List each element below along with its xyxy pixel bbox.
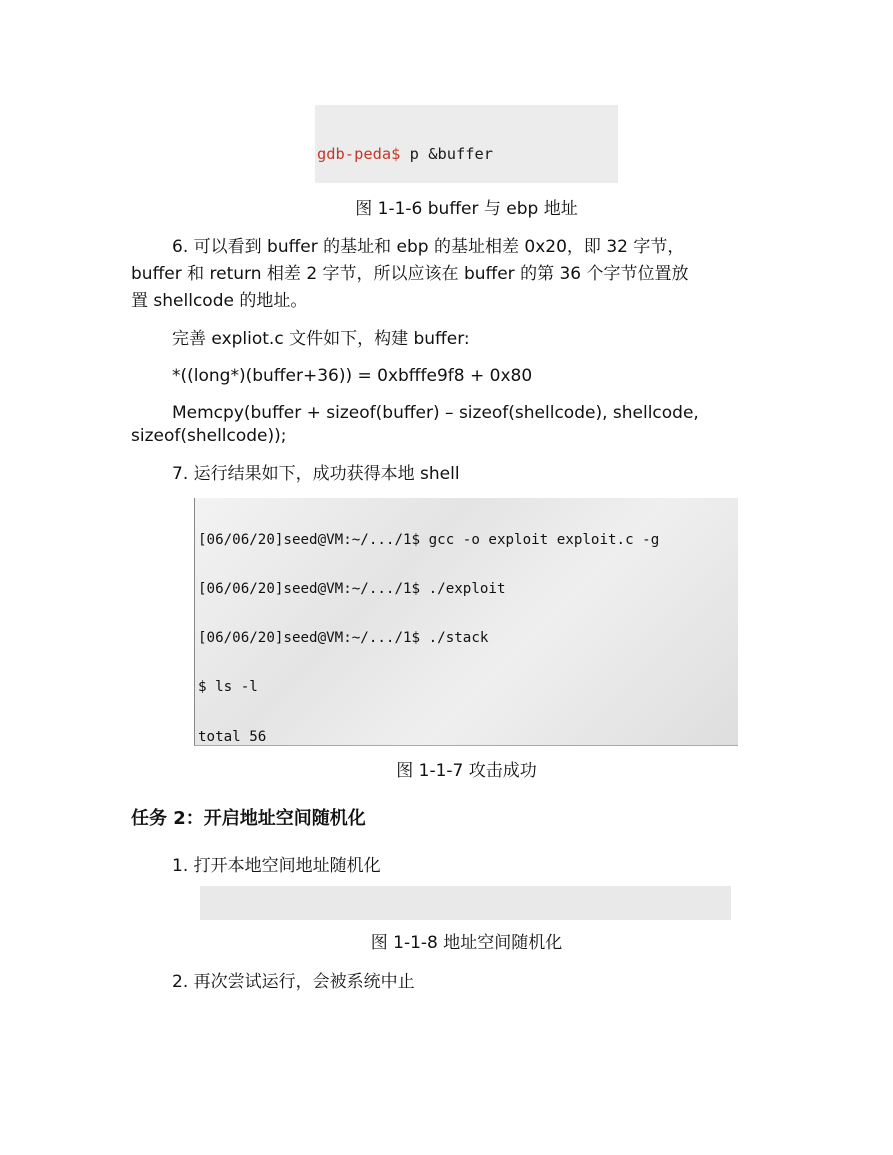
improve-text: 完善 expliot.c 文件如下，构建 buffer: [172,329,470,349]
step2-text: 2. 再次尝试运行，会被系统中止 [172,972,415,992]
step6-line2: buffer 和 return 相差 2 字节，所以应该在 buffer 的第 36 个字节位置放 [131,264,689,284]
gdb-line [317,145,618,164]
step1-text: 1. 打开本地空间地址随机化 [172,856,381,876]
code-line-2b: sizeof(shellcode)); [131,426,287,446]
figure-caption-1-1-7: 图 1-1-7 攻击成功 [396,761,537,781]
terminal-line: [06/06/20]seed@VM:~/.../1$ ./stack [198,630,489,647]
step6-line1: 6. 可以看到 buffer 的基址和 ebp 的基址相差 0x20，即 32 字节， [172,237,685,257]
task2-heading: 任务 2：开启地址空间随机化 [131,808,366,829]
gdb-screenshot [315,105,618,183]
figure-caption-1-1-8: 图 1-1-8 地址空间随机化 [370,933,563,953]
code-line-2a: Memcpy(buffer + sizeof(buffer) – sizeof(shellcode), shellcode, [172,403,699,423]
terminal-line: $ ls -l [198,679,258,696]
figure-caption-1-1-6: 图 1-1-6 buffer 与 ebp 地址 [355,199,578,219]
step7-text: 7. 运行结果如下，成功获得本地 shell [172,464,460,484]
gdb-prompt: gdb-peda$ [317,145,401,163]
terminal-line: total 56 [198,728,267,745]
gdb-command: p &buffer [400,145,494,163]
aslr-screenshot [200,886,731,920]
terminal-screenshot [194,498,738,746]
code-line-1: *((long*)(buffer+36)) = 0xbfffe9f8 + 0x80 [172,366,533,386]
step6-line3: 置 shellcode 的地址。 [131,291,308,311]
terminal-line: [06/06/20]seed@VM:~/.../1$ ./exploit [198,581,506,598]
terminal-line: [06/06/20]seed@VM:~/.../1$ gcc -o exploit exploit.c -g [198,531,660,548]
